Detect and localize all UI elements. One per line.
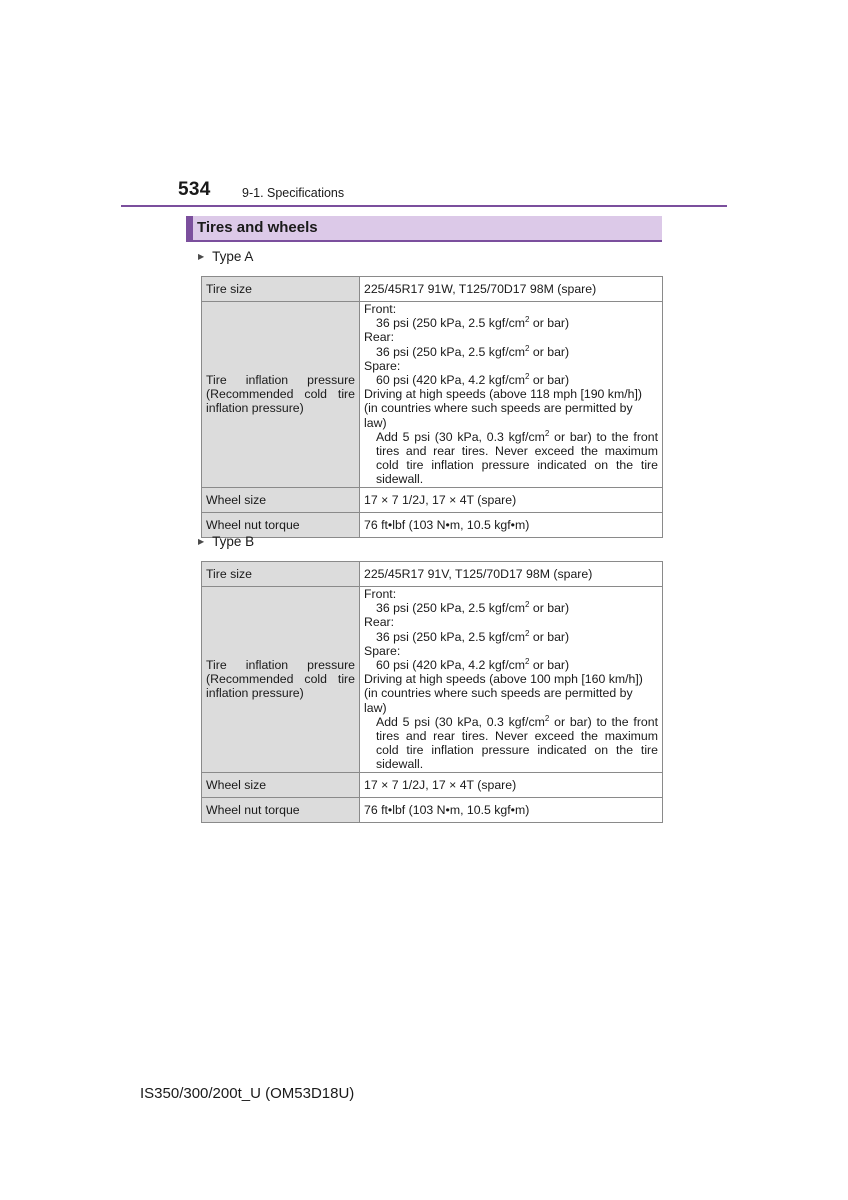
spare-label: Spare: <box>364 358 401 373</box>
page-number: 534 <box>178 179 211 200</box>
front-pressure: 36 psi (250 kPa, 2.5 kgf/$cm^2$ or bar) <box>376 315 570 331</box>
triangle-bullet-icon: ▶ <box>198 537 205 546</box>
inflation-pressure-value <box>360 302 663 488</box>
type-a-text: Type A <box>212 249 254 264</box>
wheel-nut-torque-value: 76 ft•lbf (103 N•m, 10.5 kgf•m) <box>360 797 663 822</box>
table-row <box>202 797 663 822</box>
wheel-size-label: Wheel size <box>202 772 360 797</box>
footer-model-code: IS350/300/200t_U (OM53D18U) <box>140 1085 355 1102</box>
add-pressure-note: Add 5 psi (30 kPa, 0.3 kgf/$cm^2$ or bar) to the front tires and rear tires. Never exceed the maximum cold tire inflation pressure indicated on the tire sidewall. <box>376 713 659 772</box>
rear-label: Rear: <box>364 615 395 630</box>
inflation-pressure-label: Tire inflation pressure (Recommended cold tire inflation pressure) <box>202 587 360 773</box>
rear-pressure: 36 psi (250 kPa, 2.5 kgf/$cm^2$ or bar) <box>376 343 570 359</box>
table-row <box>202 302 663 488</box>
wheel-nut-torque-label: Wheel nut torque <box>202 797 360 822</box>
wheel-size-label: Wheel size <box>202 487 360 512</box>
triangle-bullet-icon: ▶ <box>198 252 205 261</box>
front-label: Front: <box>364 587 397 601</box>
wheel-size-value: 17 × 7 1/2J, 17 × 4T (spare) <box>360 772 663 797</box>
table-row <box>202 562 663 587</box>
table-row <box>202 512 663 537</box>
type-b-text: Type B <box>212 534 255 549</box>
inflation-pressure-label: Tire inflation pressure (Recommended cold tire inflation pressure) <box>202 302 360 488</box>
rear-label: Rear: <box>364 330 395 345</box>
type-b-label <box>198 534 254 549</box>
front-pressure: 36 psi (250 kPa, 2.5 kgf/$cm^2$ or bar) <box>376 600 570 616</box>
type-a-label <box>198 249 253 264</box>
type-a-spec-table <box>201 276 663 538</box>
table-row <box>202 277 663 302</box>
table-row <box>202 487 663 512</box>
tire-size-label: Tire size <box>202 277 360 302</box>
front-label: Front: <box>364 302 397 316</box>
tire-size-value: 225/45R17 91W, T125/70D17 98M (spare) <box>360 277 663 302</box>
tire-size-value: 225/45R17 91V, T125/70D17 98M (spare) <box>360 562 663 587</box>
header-divider <box>121 205 727 207</box>
chapter-title: 9-1. Specifications <box>242 186 345 200</box>
spare-pressure: 60 psi (420 kPa, 4.2 kgf/$cm^2$ or bar) <box>376 372 570 388</box>
wheel-size-value: 17 × 7 1/2J, 17 × 4T (spare) <box>360 487 663 512</box>
high-speed-note: Driving at high speeds (above 100 mph [160 km/h]) (in countries where such speeds are permitted by law) <box>364 672 643 715</box>
high-speed-note: Driving at high speeds (above 118 mph [190 km/h]) (in countries where such speeds are permitted by law) <box>364 387 642 430</box>
tire-size-label: Tire size <box>202 562 360 587</box>
inflation-pressure-value <box>360 587 663 773</box>
rear-pressure: 36 psi (250 kPa, 2.5 kgf/$cm^2$ or bar) <box>376 628 570 644</box>
wheel-nut-torque-value: 76 ft•lbf (103 N•m, 10.5 kgf•m) <box>360 512 663 537</box>
section-title: Tires and wheels <box>197 219 318 236</box>
spare-pressure: 60 psi (420 kPa, 4.2 kgf/$cm^2$ or bar) <box>376 657 570 673</box>
table-row <box>202 772 663 797</box>
spare-label: Spare: <box>364 643 401 658</box>
add-pressure-note: Add 5 psi (30 kPa, 0.3 kgf/$cm^2$ or bar) to the front tires and rear tires. Never exceed the maximum cold tire inflation pressure indicated on the tire sidewall. <box>376 428 659 487</box>
type-b-spec-table <box>201 561 663 823</box>
wheel-nut-torque-label: Wheel nut torque <box>202 512 360 537</box>
table-row <box>202 587 663 773</box>
